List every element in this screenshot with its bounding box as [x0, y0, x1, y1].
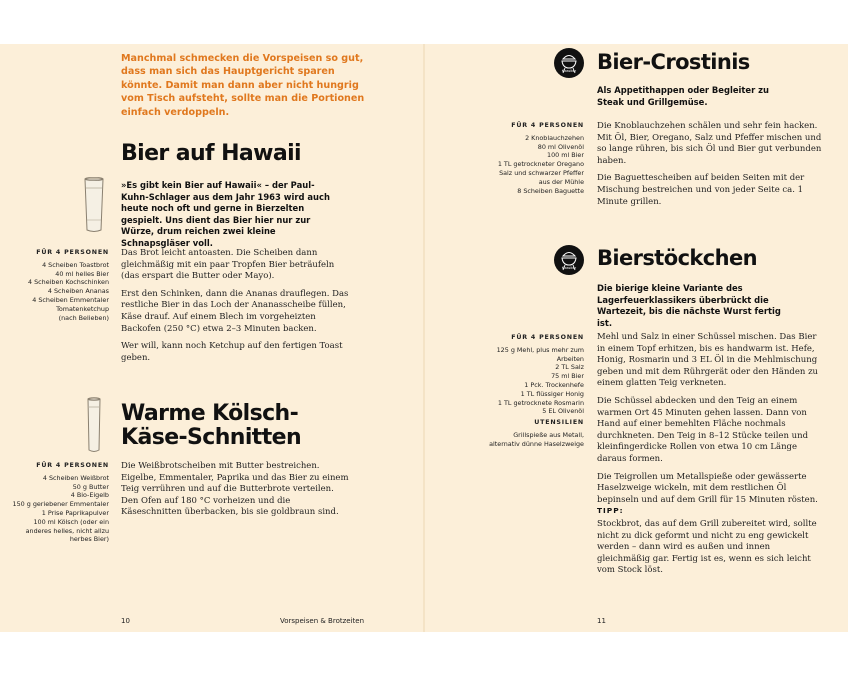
running-head: Vorspeisen & Brotzeiten: [280, 617, 365, 625]
recipe4-ingredients: [470, 334, 584, 449]
ingredient: 100 ml Kölsch (oder ein: [33, 517, 109, 526]
ingredient: (nach Belieben): [58, 313, 109, 322]
ingredient: 1 TL getrocknete Rosmarin: [497, 398, 584, 407]
recipe-step: Die Baguettescheiben auf beiden Seiten mit der Mischung bestreichen und von jeder Seite ca. 1 Minute grillen.: [597, 173, 805, 207]
ingredient: 2 Knoblauchzehen: [525, 133, 584, 142]
recipe1-lead: »Es gibt kein Bier auf Hawaii« – der Paul-Kuhn-Schlager aus dem Jahr 1963 wird auch heute noch oft und gerne in Bierzelten gespielt. Uns dient das Bier hier nur zur Würze, drum reichen zwei kleine Schnapsgläser voll.: [121, 180, 330, 248]
recipe4-steps: [597, 332, 825, 512]
recipe-step: Erst den Schinken, dann die Ananas drauflegen. Das restliche Bier in das Loch der Ananasscheibe füllen, Käse drauf. Auf einem Blech im vorgeheizten Backofen (250 °C) etwa 2–3 Minuten backen.: [121, 288, 349, 334]
ingredient: 50 g Butter: [72, 482, 109, 491]
ingredient: Tomatenketchup: [56, 304, 109, 313]
recipe-title-koelsch-kaese-schnitten: [121, 402, 301, 450]
recipe1-ingredients: [16, 249, 109, 322]
recipe1-steps: [121, 248, 349, 370]
ingredient: aus der Mühle: [538, 177, 584, 186]
recipe3-steps: [597, 121, 825, 214]
ingredient: 75 ml Bier: [551, 372, 584, 381]
recipe-step: Das Brot leicht antoasten. Die Scheiben dann gleichmäßig mit ein paar Tropfen Bier beträufeln (das erspart die Butter oder Mayo).: [121, 248, 335, 282]
badge-text: Klassiker: [561, 266, 577, 270]
grill-icon: [554, 48, 584, 78]
ingredient: 100 ml Bier: [547, 151, 584, 160]
ingredient: herbes Bier): [69, 535, 109, 544]
klassiker-badge: [554, 48, 584, 78]
recipe-step: Die Schüssel abdecken und den Teig an einem warmen Ort 45 Minuten gehen lassen. Dann von Hand auf einer bemehlten Fläche nochmals durchkneten. Den Teig in 8–12 Stücke teilen und kleinfingerdicke Rollen von etwa 10 cm Länge daraus formen.: [597, 395, 809, 464]
ingredient: 4 Scheiben Ananas: [47, 287, 109, 296]
ingredient: 150 g geriebener Emmentaler: [12, 500, 109, 509]
title-line: Käse-Schnitten: [121, 425, 302, 450]
recipe-title-bier-auf-hawaii: Bier auf Hawaii: [121, 141, 301, 166]
tip-label: TIPP:: [597, 506, 624, 515]
ingredient: 1 TL flüssiger Honig: [520, 389, 584, 398]
tool: Grillspieße aus Metall,: [513, 430, 584, 439]
ingredient: Arbeiten: [556, 354, 584, 363]
page-number-left: 10: [121, 617, 130, 625]
ingredient: 4 Scheiben Weißbrot: [42, 473, 109, 482]
recipe2-steps: [121, 461, 349, 525]
ingredient: 4 Scheiben Emmentaler: [32, 295, 109, 304]
recipe3-serves: FÜR 4 PERSONEN: [511, 122, 584, 129]
title-line: Warme Kölsch-: [121, 401, 299, 426]
tool: alternativ dünne Haselzweige: [489, 439, 584, 448]
ingredient: 4 Scheiben Kochschinken: [27, 278, 109, 287]
ingredient: 80 ml Olivenöl: [537, 142, 584, 151]
ingredient: Salz und schwarzer Pfeffer: [499, 168, 584, 177]
recipe1-serves: FÜR 4 PERSONEN: [36, 249, 109, 256]
recipe4-lead: Die bierige kleine Variante des Lagerfeuerklassikers überbrückt die Wartezeit, bis die nächste Wurst fertig ist.: [597, 283, 781, 328]
ingredient: 40 ml helles Bier: [55, 269, 109, 278]
ingredient: 1 Prise Paprikapulver: [41, 508, 109, 517]
tip-text: Stockbrot, das auf dem Grill zubereitet wird, sollte nicht zu dick geformt und nicht zu eng gewickelt werden – dann wird es außen und innen gleichmäßig gar. Fertig ist es, wenn es sich leicht vom Stock löst.: [597, 519, 817, 576]
recipe-step: Mehl und Salz in einer Schüssel mischen. Das Bier in einem Topf erhitzen, bis es handwarm ist. Hefe, Honig, Rosmarin und 3 EL Öl in die Mehlmischung geben und mit dem Rührgerät oder den Händen zu einem glatten Teig verkneten.: [597, 332, 819, 389]
recipe4-serves: FÜR 4 PERSONEN: [511, 334, 584, 341]
ingredient: 4 Scheiben Toastbrot: [42, 260, 109, 269]
page-number-right: 11: [597, 617, 606, 625]
ingredient: 8 Scheiben Baguette: [517, 186, 584, 195]
recipe-step: Die Knoblauchzehen schälen und sehr fein hacken. Mit Öl, Bier, Oregano, Salz und Pfeffer mischen und so lange rühren, bis sich Öl und Bier gut verbunden haben.: [597, 121, 822, 166]
ingredient: 125 g Mehl, plus mehr zum: [496, 345, 584, 354]
recipe3-ingredients: [478, 122, 584, 195]
tools-label: UTENSILIEN: [534, 419, 584, 427]
ingredient: 2 TL Salz: [555, 363, 584, 372]
book-gutter: [423, 44, 425, 632]
beer-glass-icon: [82, 176, 106, 234]
klassiker-badge: [554, 245, 584, 275]
ingredient: 1 Pck. Trockenhefe: [524, 380, 584, 389]
recipe-title-bierstoeckchen: Bierstöckchen: [597, 246, 757, 270]
chapter-intro: Manchmal schmecken die Vorspeisen so gut, dass man sich das Hauptgericht sparen könnte. Damit man dann aber nicht hungrig vom Tisch aufsteht, sollte man die Portionen einfach verdoppeln.: [121, 53, 365, 118]
recipe2-ingredients: [4, 462, 109, 544]
recipe3-lead: Als Appetithappen oder Begleiter zu Steak und Grillgemüse.: [597, 85, 769, 107]
recipe-title-bier-crostinis: Bier-Crostinis: [597, 50, 750, 74]
ingredient: 1 TL getrockneter Oregano: [497, 160, 584, 169]
recipe2-serves: FÜR 4 PERSONEN: [36, 462, 109, 469]
ingredient: anderes helles, nicht allzu: [25, 526, 109, 535]
ingredient: 4 Bio-Eigelb: [70, 491, 109, 500]
grill-icon: [554, 245, 584, 275]
badge-text: Klassiker: [561, 69, 577, 73]
recipe-step: Wer will, kann noch Ketchup auf den fertigen Toast geben.: [121, 341, 343, 363]
stange-glass-icon: [85, 396, 103, 454]
recipe-step: Die Teigrollen um Metallspieße oder gewässerte Haselzweige wickeln, mit dem restlichen Öl bepinseln und auf dem Grill für 15 Minuten rösten.: [597, 471, 818, 505]
ingredient: 5 EL Olivenöl: [542, 407, 584, 416]
recipe-step: Die Weißbrotscheiben mit Butter bestreichen. Eigelbe, Emmentaler, Paprika und das Bier zu einem Teig verrühren und auf die Butterbrote verteilen. Den Ofen auf 180 °C vorheizen und die Käseschnitten überbacken, bis sie goldbraun sind.: [121, 461, 349, 518]
